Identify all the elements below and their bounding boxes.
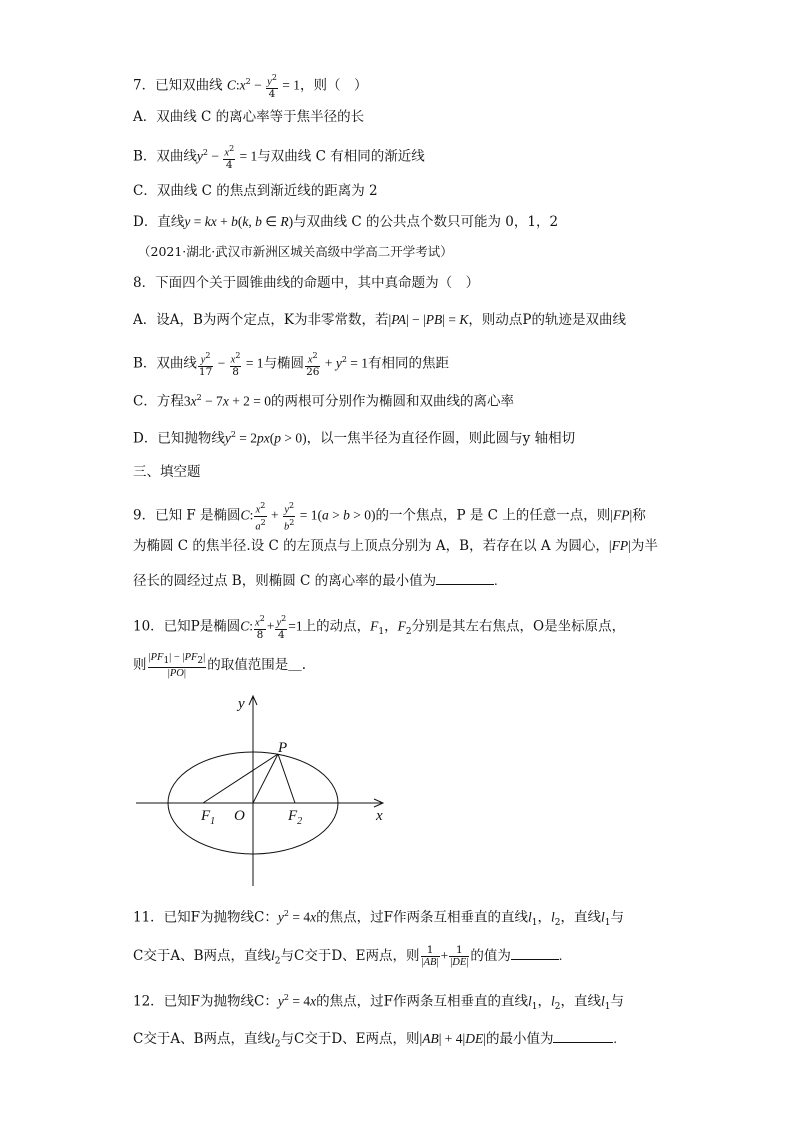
q12-line-2: C交于A、B两点，直线$l_2$与C交于D、E两点，则|AB| + 4|DE|的最小值为 . — [133, 1031, 617, 1050]
q9-line-3: 径长的圆经过点 B，则椭圆 C 的离心率的最小值为 . — [133, 573, 498, 589]
q11-line-2: C交于A、B两点，直线$l_2$与C交于D、E两点，则 $\frac{1}{|AB|}$ + $\frac{1}{|DE|}$ 的值为 . — [133, 944, 563, 968]
q8-option-a: A．设A，B为两个定点，K为非零常数，若|PA| − |PB| = K，则动点P的轨迹是双曲线 — [133, 312, 626, 328]
answer-blank[interactable] — [436, 572, 494, 585]
ellipse-figure — [128, 690, 398, 890]
point-p-label: P — [278, 740, 288, 756]
q8-stem: 8．下面四个关于圆锥曲线的命题中，其中真命题为（ ） — [133, 275, 480, 291]
q7-option-c: C．双曲线 C 的焦点到渐近线的距离为 2 — [133, 183, 378, 199]
answer-blank[interactable] — [511, 947, 559, 960]
q10-line-2: 则 $\frac{|PF_1| - |PF_2|}{|PO|}$ 的取值范围是＿. — [133, 652, 307, 680]
q7-fraction: $\frac{y^2}{4}$ — [267, 73, 277, 100]
segment-po — [253, 754, 278, 803]
point-f1-label: $F_1$ — [201, 808, 216, 827]
x-axis-label: x — [376, 808, 383, 824]
q10-line-1: 10．已知P是椭圆C: $\frac{x^2}{8}$ + $\frac{y^2}{4}$ =1上的动点，$F_1$，$F_2$分别是其左右焦点，O是坐标原点， — [133, 614, 626, 641]
q9-line-2: 为椭圆 C 的焦半径.设 C 的左顶点与上顶点分别为 A，B，若存在以 A 为圆心，|FP|为半 — [133, 538, 658, 554]
q7-stem: 7．已知双曲线 $C:x^2$ − $\frac{y^2}{4}$ = 1，则（ ） — [133, 73, 368, 100]
answer-blank[interactable] — [553, 1030, 613, 1043]
q9-line-1: 9．已知 F 是椭圆C: $\frac{x^2}{a^2}$ + $\frac{y^2}{b^2}$ = 1(a > b > 0)的一个焦点，P 是 C 上的任意一点，则|FP|称 — [133, 501, 646, 532]
y-axis-label: y — [238, 696, 245, 712]
q7-option-b: B．双曲线$y^2$ − $\frac{x^2}{4}$ = 1与双曲线 C 有相同的渐近线 — [133, 144, 425, 171]
q8-option-d: D．已知抛物线$y^2 = 2px(p > 0)$，以一焦半径为直径作圆，则此圆与y 轴相切 — [133, 430, 576, 447]
q7-hyperbola-equation: C — [226, 77, 236, 93]
q12-line-1: 12．已知F为抛物线C：$y^2 = 4x$的焦点，过F作两条互相垂直的直线$l_1$，$l_2$，直线$l_1$与 — [133, 993, 624, 1013]
segment-pf1 — [203, 754, 278, 803]
q7-option-a: A．双曲线 C 的离心率等于焦半径的长 — [133, 109, 365, 125]
q11-line-1: 11．已知F为抛物线C：$y^2 = 4x$的焦点，过F作两条互相垂直的直线$l_1$，$l_2$，直线$l_1$与 — [133, 909, 624, 929]
q8-option-b: B．双曲线 $\frac{y^2}{17}$ − $\frac{x^2}{8}$ = 1与椭圆 $\frac{x^2}{26}$ + $y^2 = 1$有相同的焦距 — [133, 351, 450, 378]
segment-pf2 — [278, 754, 295, 803]
q8-option-c: C．方程$3x^2 - 7x + 2 = 0$的两根可分别作为椭圆和双曲线的离心率 — [133, 393, 515, 410]
point-f2-label: $F_2$ — [288, 808, 303, 827]
origin-label: O — [234, 808, 245, 824]
section-heading: 三、填空题 — [133, 464, 201, 480]
source-note: （2021·湖北·武汉市新洲区城关高级中学高二开学考试） — [138, 244, 453, 259]
q7-option-d: D．直线y = kx + b(k, b ∈ R)与双曲线 C 的公共点个数只可能为 0，1，2 — [133, 214, 559, 230]
